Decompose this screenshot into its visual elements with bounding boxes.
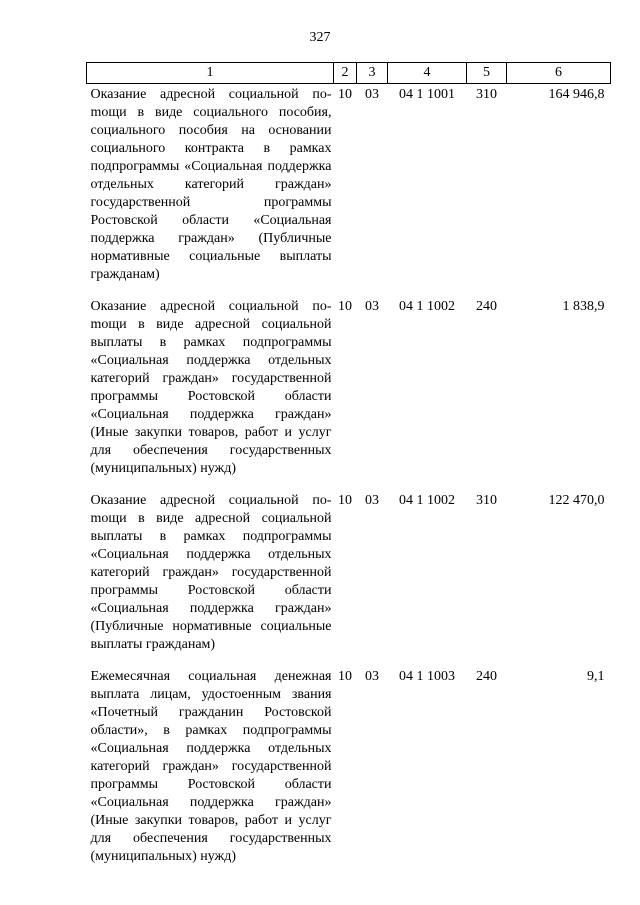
row-subsection-code: 03: [365, 299, 379, 314]
row-section-code: 10: [338, 669, 352, 684]
table-body: [87, 84, 611, 879]
budget-table: [86, 62, 611, 878]
row-subsection-code: 03: [365, 493, 379, 508]
row-description: Ежемесячная социальная денежная выплата лицам, удостоенным звания «Почетный гражданин Ростовской области», в рамках подпрограммы «Социальная поддержка отдельных категорий граждан» государственной программы Ростовской области «Социальная поддержка граждан» (Иные закупки товаров, работ и услуг для обеспечения государственных (муниципальных) нужд): [90, 669, 332, 864]
row-description: Оказание адресной социальной поmощи в виде адресной социальной выплаты в рамках подпрограммы «Социальная поддержка отдельных категорий граждан» государственной программы Ростовской области «Социальная поддержка граждан» (Иные закупки товаров, работ и услуг для обеспечения государственных (муниципальных) нужд): [90, 299, 332, 476]
row-section-code: 10: [338, 87, 352, 102]
table-row: [87, 666, 611, 878]
row-description: Оказание адресной социальной поmощи в виде социального пособия, социального пособия на основании социального контракта в рамках подпрограммы «Социальная поддержка отдельных категорий граждан» государственной программы Ростовской области «Социальная поддержка граждан» (Публичные нормативные социальные выплаты гражданам): [90, 87, 332, 282]
row-target-article-code: 04 1 1002: [399, 299, 455, 314]
row-expense-type-code: 310: [476, 493, 497, 508]
column-header-3: 3: [357, 63, 388, 84]
row-amount: 1 838,9: [562, 299, 605, 314]
table-row: [87, 490, 611, 666]
row-expense-type-code: 240: [476, 299, 497, 314]
row-target-article-code: 04 1 1001: [399, 87, 455, 102]
table-row: [87, 296, 611, 490]
row-subsection-code: 03: [365, 87, 379, 102]
header-row: [87, 63, 611, 84]
column-header-1: 1: [87, 63, 334, 84]
table-row: [87, 84, 611, 297]
row-expense-type-code: 240: [476, 669, 497, 684]
row-amount: 9,1: [587, 669, 605, 684]
row-description: Оказание адресной социальной поmощи в виде адресной социальной выплаты в рамках подпрограммы «Социальная поддержка отдельных категорий граждан» государственной программы Ростовской области «Социальная поддержка граждан» (Публичные нормативные социальные выплаты гражданам): [90, 493, 332, 652]
column-header-2: 2: [334, 63, 357, 84]
column-header-5: 5: [467, 63, 507, 84]
table-header: [87, 63, 611, 84]
column-header-6: 6: [507, 63, 611, 84]
row-expense-type-code: 310: [476, 87, 497, 102]
column-header-4: 4: [388, 63, 467, 84]
row-subsection-code: 03: [365, 669, 379, 684]
row-section-code: 10: [338, 299, 352, 314]
row-target-article-code: 04 1 1002: [399, 493, 455, 508]
row-amount: 122 470,0: [548, 493, 605, 508]
row-section-code: 10: [338, 493, 352, 508]
row-target-article-code: 04 1 1003: [399, 669, 455, 684]
page-number: 327: [309, 30, 331, 45]
row-amount: 164 946,8: [548, 87, 605, 102]
